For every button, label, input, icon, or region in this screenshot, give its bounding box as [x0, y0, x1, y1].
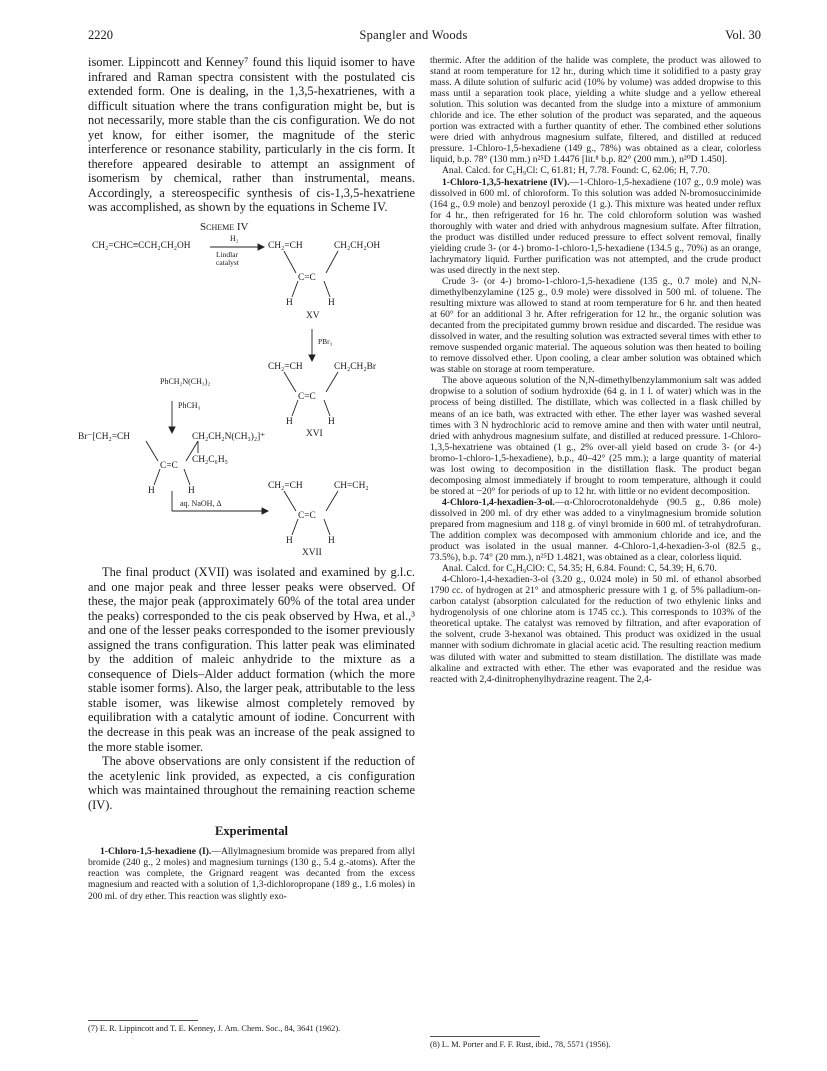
reagent-pbr3: PBr₃	[318, 337, 333, 347]
exp1-text: —Allylmagnesium bromide was prepared from allyl bromide (240 g., 2 moles) and magnesium turnings (130 g., 5.4 g.-atoms). After the reaction was complete, the Grignard reagent was decanted from the excess magnesium and reacted with a solution of 1,3-dichloropropane (189 g., 1.6 moles) in 200 ml. of dry ether. This reaction was slightly exo-	[88, 846, 415, 902]
exp1-continued: thermic. After the addition of the halide was complete, the product was allowed to stand at room temperature for 12 hr., during which time it solidified to a pasty gray mass. A dilute solution of sulfuric acid (10% by volume) was added dropwise to this mass until a separation took place, yielding a white sludge and a yellow ethereal solution. This solution was decanted from the sludge into a mixture of ammonium chloride and ice. The ether solution of the product was separated, and the aqueous portion was extracted with a further quantity of ether. The combined ether solutions were dried with anhydrous magnesium sulfate, filtered, and distilled at reduced pressure. 1-Chloro-1,5-hexadiene (149 g., 78%) was obtained as a clear, colorless liquid, b.p. 78° (130 mm.) n²⁵D 1.4476 [lit.⁸ b.p. 82° (200 mm.), n²⁰D 1.450].	[430, 55, 761, 166]
exp2-continued: Crude 3- (or 4-) bromo-1-chloro-1,5-hexadiene (135 g., 0.7 mole) and N,N-dimethylbenzylamine (125 g., 0.9 mole) were dissolved in 500 ml. of toluene. The resulting mixture was allowed to stand at room temperature for 6 hr. and then heated at 60° for an additional 3 hr. After refrigeration for 12 hr., the organic solution was decanted from the precipitated gummy brown residue and discarded. The residue was dissolved in water, and the resulting solution was extracted several times with ether to remove suspended organic material. The aqueous solution was then heated to boiling to remove dissolved ether. Upon cooling, a clear amber solution was obtained which was stable on storage at room temperature.	[430, 275, 761, 376]
left-column	[78, 55, 415, 902]
xv-right: CH₂CH₂OH	[334, 241, 381, 252]
anal-1: Anal. Calcd. for C₆H₉Cl: C, 61.81; H, 7.78. Found: C, 62.06; H, 7.70.	[442, 165, 710, 177]
start-compound: CH₂=CHC≡CCH₂CH₂OH	[92, 241, 191, 252]
catalyst-lindlar: Lindlar	[216, 250, 239, 260]
right-column	[430, 55, 761, 685]
reagent-h2: H₂	[230, 234, 239, 244]
footnote-left	[88, 1020, 415, 1034]
xv-h-left: H	[286, 298, 293, 309]
label-xv: XV	[306, 311, 320, 322]
exp3-text: —α-Chlorocrotonaldehyde (90.5 g., 0.86 mole) dissolved in 200 ml. of dry ether was added to a vinylmagnesium bromide solution prepared from magnesium and 118 g. of vinyl bromide in 600 ml. of tetrahydrofuran. The addition complex was decomposed with ammonium chloride and ice, and the product was isolated in the usual manner. 4-Chloro-1,4-hexadien-3-ol (82.5 g., 73.5%), b.p. 74° (20 mm.), n²⁵D 1.4821, was obtained as a clear, colorless liquid.	[430, 496, 761, 564]
running-title: Spangler and Woods	[359, 28, 468, 42]
exp2-title: 1-Chloro-1,3,5-hexatriene (IV).	[442, 176, 570, 188]
xvii-right: CH=CH₂	[334, 481, 369, 492]
conclusion-paragraph: The above observations are only consistent if the reduction of the acetylenic link provided, as expected, a cis configuration which was maintained throughout the remaining reaction scheme (IV).	[88, 754, 415, 812]
xvii-cc: C=C	[298, 511, 316, 522]
salt-cc: C=C	[160, 461, 178, 472]
salt-h-left: H	[148, 486, 155, 497]
volume-label: Vol. 30	[725, 28, 761, 42]
salt-h-right: H	[188, 486, 195, 497]
xv-left: CH₂=CH	[268, 241, 303, 252]
xvi-cc: C=C	[298, 392, 316, 403]
footnote-7: (7) E. R. Lippincott and T. E. Kenney, J. Am. Chem. Soc., 84, 3641 (1962).	[88, 1024, 341, 1033]
salt-left: Br⁻[CH₂=CH	[78, 432, 131, 443]
exp2-final: The above aqueous solution of the N,N-dimethylbenzylammonium salt was added dropwise to a solution of sodium hydroxide (64 g. in 1 l. of water) which was in the process of being distilled. The distillate, which was collected in a flask chilled by means of an ice bath, was extracted with ether. The ether layer was washed several times with 3 N hydrochloric acid to remove amine and then with water until neutral, dried with anhydrous magnesium sulfate, and distilled at reduced pressure. 1-Chloro-1,3,5-hexatriene was obtained (1 g., 2% over-all yield based on crude 3- (or 4-) bromo-1-chloro-1,5-hexadiene), b.p., 40–42° (25 mm.); a large quantity of material was lost owing to decomposition in the distillation flask. The product began decomposing almost immediately if brought to room temperature, although it could be stored at −20° for periods of up to 12 hr. with little or no evident decomposition.	[430, 375, 761, 497]
footnote-right	[430, 1036, 761, 1050]
xv-cc: C=C	[298, 273, 316, 284]
footnote-8: (8) L. M. Porter and F. F. Rust, ibid., 78, 5571 (1956).	[430, 1040, 611, 1049]
xvi-h-left: H	[286, 417, 293, 428]
xvi-left: CH₂=CH	[268, 362, 303, 373]
scheme-title: Scheme IV	[200, 221, 249, 234]
anal-2: Anal. Calcd. for C₆H₉ClO: C, 54.35; H, 6.84. Found: C, 54.39; H, 6.70.	[442, 563, 717, 575]
hydrogenation-paragraph: 4-Chloro-1,4-hexadien-3-ol (3.20 g., 0.024 mole) in 50 ml. of ethanol absorbed 1790 cc. of hydrogen at 21° and atmospheric pressure with 1 g. of 5% palladium-on-carbon catalyst (absorption calculated for the reduction of two ethylenic links and hydrogenolysis of one chlorine atom is 1745 cc.). This corresponds to 103% of the theoretical uptake. The catalyst was removed by filtration, and after evaporation of the solvent, crude 3-hexanol was obtained. This product was oxidized in the usual manner with sodium dichromate in glacial acetic acid. The resulting reaction medium was diluted with water and submitted to steam distillation. The distillate was made alkaline and extracted with ether. The ether was evaporated and the residue was reacted with 2,4-dinitrophenylhydrazine reagent. The 2,4-	[430, 574, 761, 685]
xvii-left: CH₂=CH	[268, 481, 303, 492]
exp1-title: 1-Chloro-1,5-hexadiene (I).	[100, 846, 212, 858]
xv-h-right: H	[328, 298, 335, 309]
results-paragraph: The final product (XVII) was isolated and examined by g.l.c. and one major peak and three lesser peaks were observed. Of these, the major peak (approximately 60% of the total area under the peaks) corresponded to the cis peak observed by Hwa, et al.,³ and one of the lesser peaks corresponded to the isomer previously assigned the trans configuration. This latter peak was eliminated by the addition of maleic anhydride to the mixture as a consequence of Diels–Alder adduct formation (which the more stable isomer forms). Also, the larger peak, attributable to the less stable isomer, was likewise almost completely removed by equilibration with a catalytic amount of iodine. Concurrent with the decrease in this peak was an increase of the peak assigned to the more stable isomer.	[88, 565, 415, 754]
experimental-heading: Experimental	[215, 824, 288, 839]
salt-right: CH₂CH₂N(CH₃)₂]⁺	[192, 432, 266, 443]
intro-paragraph: isomer. Lippincott and Kenney⁷ found this liquid isomer to have infrared and Raman spectra consistent with the postulated cis extended form. One is dealing, in the 1,3,5-hexatrienes, with a difficult situation where the trans configuration might be, but is not necessarily, more stable than the cis configuration. We do not yet know, for either isomer, the magnitude of the steric interference or resonance stability, particularly in the cis form. It therefore appeared desirable to attempt an assignment of isomerism by chemical, rather than instrumental, means. Accordingly, a stereospecific synthesis of cis-1,3,5-hexatriene was accomplished, as shown by the equations in Scheme IV.	[88, 55, 415, 215]
reagent-amine: PhCH₂N(CH₃)₂	[160, 377, 211, 387]
exp3-title: 4-Chloro-1,4-hexadien-3-ol.	[442, 496, 555, 508]
salt-benzyl: CH₂C₆H₅	[192, 455, 228, 466]
xvii-h-right: H	[328, 536, 335, 547]
solvent-toluene: PhCH₃	[178, 401, 201, 411]
scheme-bonds	[88, 219, 415, 559]
xvi-right: CH₂CH₂Br	[334, 362, 376, 373]
reagent-naoh: aq. NaOH, Δ	[180, 499, 222, 509]
reaction-scheme	[78, 219, 415, 559]
xvii-h-left: H	[286, 536, 293, 547]
catalyst-word: catalyst	[216, 258, 239, 268]
label-xvi: XVI	[306, 429, 323, 440]
page-number: 2220	[88, 28, 113, 42]
label-xvii: XVII	[302, 548, 322, 559]
exp2-text: —1-Chloro-1,5-hexadiene (107 g., 0.9 mole) was dissolved in 600 ml. of chloroform. To this solution was added N-bromosuccinimide (164 g., 0.9 mole) and benzoyl peroxide (1 g.). This mixture was heated under reflux for 4 hr., then refrigerated for 16 hr. The cold chloroform solution was washed thoroughly with water and dried with anhydrous magnesium sulfate. After filtration, the product was distilled under reduced pressure to effect solvent removal, finally yielding crude 3- (or 4-) bromo-1-chloro-1,5-hexadiene (134.5 g., 70%) as an orange, lachrymatory liquid. Further purification was not attempted, and the crude product was used directly in the next step.	[430, 176, 762, 276]
xvi-h-right: H	[328, 417, 335, 428]
